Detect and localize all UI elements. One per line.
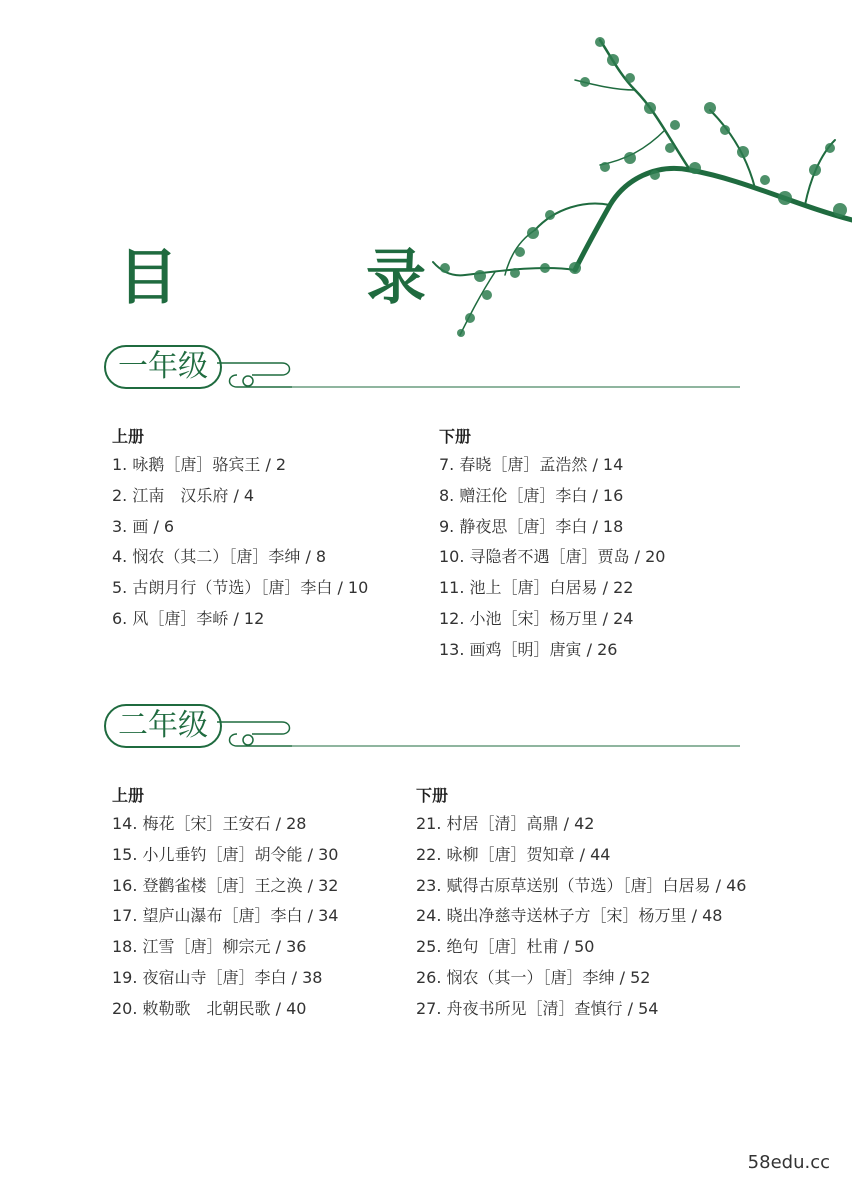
volume-label: 上册 [112, 786, 145, 805]
toc-entry[interactable]: 18. 江雪［唐］柳宗元 / 36 [112, 937, 307, 957]
toc-entry[interactable]: 21. 村居［清］高鼎 / 42 [416, 814, 595, 833]
grade-label: 一年级 [104, 345, 222, 389]
toc-entry[interactable]: 25. 绝句［唐］杜甫 / 50 [416, 937, 595, 957]
toc-entry[interactable]: 20. 敕勒歌 北朝民歌 / 40 [112, 998, 307, 1018]
grade-header-1 [104, 345, 754, 391]
toc-entry[interactable]: 26. 悯农（其一）［唐］李绅 / 52 [416, 967, 651, 987]
toc-entry[interactable]: 27. 舟夜书所见［清］查慎行 / 54 [416, 998, 659, 1018]
toc-entry[interactable]: 19. 夜宿山寺［唐］李白 / 38 [112, 967, 323, 987]
toc-entry[interactable]: 8. 赠汪伦［唐］李白 / 16 [439, 485, 624, 505]
volume-2b [416, 783, 746, 1029]
toc-entry[interactable]: 10. 寻隐者不遇［唐］贾岛 / 20 [439, 547, 666, 567]
volume-1a [112, 424, 368, 639]
volume-label: 下册 [416, 786, 449, 805]
cloud-scroll-ornament [212, 355, 742, 389]
toc-entry[interactable]: 2. 江南 汉乐府 / 4 [112, 485, 255, 505]
toc-entry[interactable]: 24. 晓出净慈寺送林子方［宋］杨万里 / 48 [416, 906, 723, 926]
toc-entry[interactable]: 4. 悯农（其二）［唐］李绅 / 8 [112, 547, 327, 567]
toc-entry[interactable]: 13. 画鸡［明］唐寅 / 26 [439, 639, 618, 659]
toc-entry[interactable]: 14. 梅花［宋］王安石 / 28 [112, 814, 307, 833]
grade-label: 二年级 [104, 704, 222, 748]
toc-entry[interactable]: 1. 咏鹅［唐］骆宾王 / 2 [112, 455, 287, 474]
volume-2a [112, 783, 338, 1029]
toc-entry[interactable]: 11. 池上［唐］白居易 / 22 [439, 578, 634, 598]
toc-entry[interactable]: 17. 望庐山瀑布［唐］李白 / 34 [112, 906, 339, 926]
toc-entry[interactable]: 12. 小池［宋］杨万里 / 24 [439, 608, 634, 628]
toc-entry[interactable]: 23. 赋得古原草送别（节选）［唐］白居易 / 46 [416, 875, 747, 895]
cloud-scroll-ornament [212, 714, 742, 748]
toc-entry[interactable]: 7. 春晓［唐］孟浩然 / 14 [439, 455, 624, 474]
toc-entry[interactable]: 22. 咏柳［唐］贺知章 / 44 [416, 844, 611, 864]
volume-1b [439, 424, 665, 670]
toc-entry[interactable]: 3. 画 / 6 [112, 516, 175, 536]
watermark: 58edu.cc [747, 1152, 830, 1173]
grade-header-2 [104, 704, 754, 750]
volume-label: 下册 [439, 427, 472, 446]
toc-entry[interactable]: 6. 风［唐］李峤 / 12 [112, 608, 265, 628]
toc-entry[interactable]: 16. 登鹳雀楼［唐］王之涣 / 32 [112, 875, 339, 895]
toc-entry[interactable]: 5. 古朗月行（节选）［唐］李白 / 10 [112, 578, 369, 598]
page-title: 目 录 [118, 243, 490, 313]
toc-entry[interactable]: 15. 小儿垂钓［唐］胡令能 / 30 [112, 844, 339, 864]
volume-label: 上册 [112, 427, 145, 446]
toc-entry[interactable]: 9. 静夜思［唐］李白 / 18 [439, 516, 624, 536]
